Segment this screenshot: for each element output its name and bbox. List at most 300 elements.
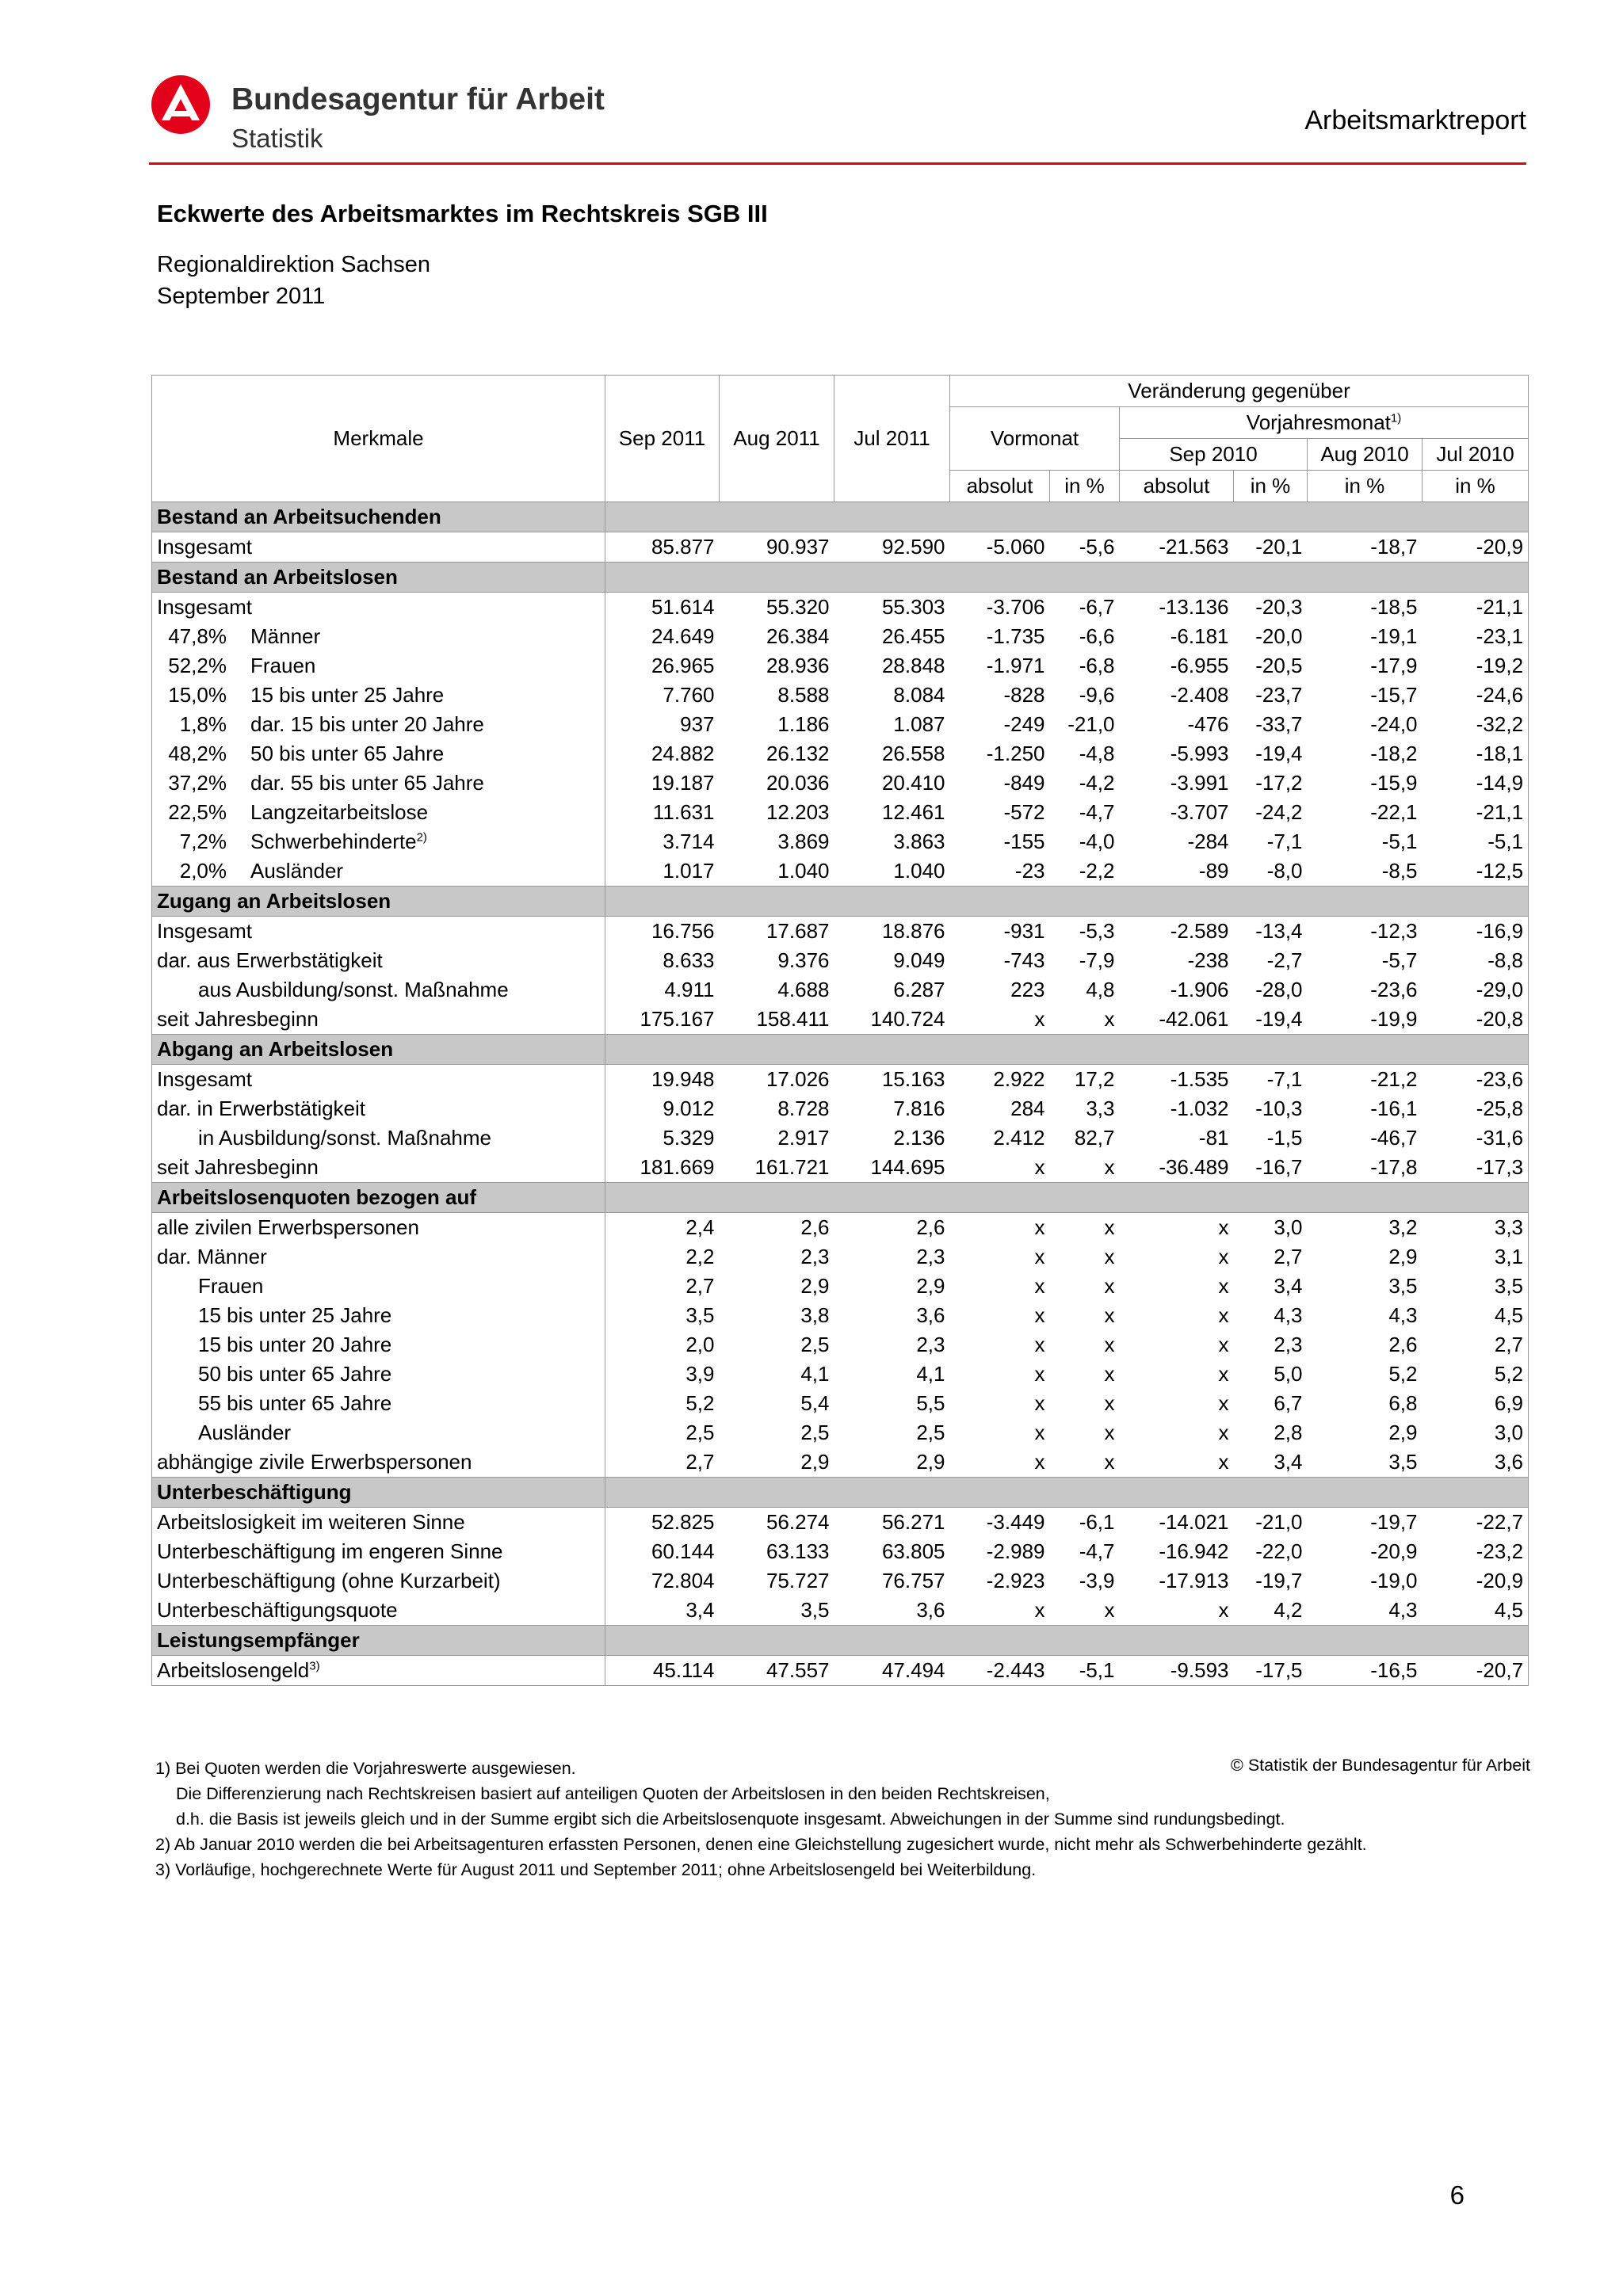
value-cell: 63.805	[881, 1539, 945, 1563]
value-cell: 2.922	[993, 1067, 1045, 1091]
row-label	[152, 532, 605, 563]
value-cell: 8.633	[663, 948, 715, 972]
row-label-text: dar. in Erwerbstätigkeit	[157, 1097, 366, 1120]
value-cell: -476	[1187, 712, 1229, 736]
value-cell: 3,8	[800, 1303, 830, 1327]
value-cell: x	[1034, 1245, 1045, 1268]
value-cell: 8.084	[893, 683, 945, 707]
footnote-1-continued: d.h. die Basis ist jeweils gleich und in der Summe ergibt sich die Arbeitslosenquote insgesamt. Abweichungen in der Summe sind rundungsbedingt.	[176, 1810, 1285, 1829]
value-cell: -25,8	[1423, 1094, 1529, 1123]
section-header	[152, 502, 1529, 532]
value-cell: 4.911	[664, 978, 715, 1001]
value-cell: 26.132	[766, 742, 830, 765]
table-row	[152, 856, 1529, 887]
value-cell: -2,2	[1079, 859, 1115, 883]
header-merkmale: Merkmale	[152, 376, 605, 502]
value-cell: -1.032	[1170, 1097, 1229, 1120]
section-header	[152, 1478, 1529, 1508]
header-sep2011: Sep 2011	[605, 376, 720, 502]
value-cell: 26.384	[766, 624, 830, 648]
header-absolut: absolut	[950, 471, 1050, 502]
row-label-text: Insgesamt	[157, 1067, 252, 1091]
value-cell: 76.757	[881, 1569, 945, 1592]
table-row	[152, 1094, 1529, 1123]
value-cell: 284	[1010, 1097, 1045, 1120]
section-fill	[605, 1183, 1529, 1213]
row-label	[152, 975, 605, 1005]
row-share: 7,2%	[179, 830, 227, 853]
value-cell: x	[1104, 1362, 1115, 1386]
value-cell: -19,1	[1370, 624, 1418, 648]
value-cell: -8,0	[1266, 859, 1303, 883]
value-cell: -31,6	[1423, 1123, 1529, 1153]
value-cell: -17,5	[1234, 1656, 1308, 1686]
table-row	[152, 1596, 1529, 1626]
row-label	[152, 1123, 605, 1153]
table-row	[152, 946, 1529, 975]
value-cell: x	[1218, 1245, 1229, 1268]
page-number: 6	[1449, 2180, 1465, 2210]
value-cell: x	[1104, 1274, 1115, 1298]
value-cell: -2.443	[950, 1656, 1050, 1686]
value-cell: -17,9	[1370, 654, 1418, 677]
row-label-text: seit Jahresbeginn	[157, 1155, 319, 1179]
table-row	[152, 769, 1529, 798]
value-cell: x	[1034, 1598, 1045, 1622]
value-cell: 8.588	[777, 683, 830, 707]
value-cell: -6.955	[1170, 654, 1229, 677]
document-type: Arbeitsmarktreport	[1304, 105, 1526, 135]
value-cell: 17.026	[766, 1067, 830, 1091]
value-cell: x	[1104, 1007, 1115, 1031]
value-cell: 72.804	[651, 1569, 715, 1592]
value-cell: 5,0	[1274, 1362, 1303, 1386]
row-label	[152, 622, 605, 651]
value-cell: x	[1218, 1215, 1229, 1239]
value-cell: x	[1034, 1215, 1045, 1239]
row-share: 47,8%	[168, 624, 227, 648]
footnote-marker: 2)	[416, 830, 427, 845]
value-cell: 4,8	[1086, 978, 1115, 1001]
value-cell: -21,1	[1423, 593, 1529, 623]
value-cell: x	[1034, 1155, 1045, 1179]
row-label-text: Insgesamt	[157, 535, 252, 559]
value-cell: -20,9	[1423, 1566, 1529, 1596]
value-cell: -7,1	[1266, 830, 1303, 853]
value-cell: 161.721	[754, 1155, 830, 1179]
value-cell: -931	[1003, 919, 1045, 943]
value-cell: -33,7	[1255, 712, 1303, 736]
value-cell: 45.114	[605, 1656, 720, 1686]
footnote-1: 1) Bei Quoten werden die Vorjahreswerte ausgewiesen.	[155, 1759, 576, 1778]
row-label-text: Schwerbehinderte	[250, 830, 417, 853]
value-cell: 20.410	[881, 771, 945, 795]
value-cell: x	[1034, 1007, 1045, 1031]
value-cell: -2.589	[1170, 919, 1229, 943]
value-cell: -18,5	[1370, 595, 1418, 619]
value-cell: 1.040	[777, 859, 830, 883]
value-cell: -21,1	[1423, 798, 1529, 827]
value-cell: -15,7	[1370, 683, 1418, 707]
value-cell: 12.203	[766, 800, 830, 824]
table-row	[152, 1389, 1529, 1418]
value-cell: -155	[1003, 830, 1045, 853]
value-cell: -23	[1014, 859, 1045, 883]
value-cell: -16,7	[1255, 1155, 1303, 1179]
table-row	[152, 1330, 1529, 1360]
row-label	[152, 1447, 605, 1478]
row-label	[152, 1537, 605, 1566]
table-row	[152, 917, 1529, 947]
section-fill	[605, 1035, 1529, 1065]
value-cell: 5,5	[916, 1391, 945, 1415]
row-label-text: dar. 15 bis unter 20 Jahre	[250, 712, 484, 736]
value-cell: -5,1	[1423, 827, 1529, 856]
row-label	[152, 710, 605, 739]
brand-name: Bundesagentur für Arbeit	[231, 82, 605, 116]
value-cell: 5.329	[663, 1126, 715, 1150]
period-label: September 2011	[157, 284, 326, 309]
value-cell: -4,0	[1079, 830, 1115, 853]
value-cell: 158.411	[756, 1007, 830, 1031]
value-cell: -23,6	[1370, 978, 1418, 1001]
value-cell: 19.948	[651, 1067, 715, 1091]
value-cell: -18,7	[1370, 535, 1418, 559]
table-row	[152, 1272, 1529, 1301]
value-cell: 17.687	[766, 919, 830, 943]
value-cell: 6,7	[1274, 1391, 1303, 1415]
row-label-text: Unterbeschäftigungsquote	[157, 1598, 398, 1622]
value-cell: -4,7	[1079, 1539, 1115, 1563]
value-cell: 175.167	[640, 1007, 715, 1031]
value-cell: 181.669	[640, 1155, 715, 1179]
value-cell: 2,6	[1388, 1333, 1418, 1356]
value-cell: -22,0	[1255, 1539, 1303, 1563]
value-cell: -249	[1003, 712, 1045, 736]
table-row	[152, 1566, 1529, 1596]
value-cell: x	[1104, 1215, 1115, 1239]
footnote-3: 3) Vorläufige, hochgerechnete Werte für August 2011 und September 2011; ohne Arbeitslosengeld bei Weiterbildung.	[155, 1860, 1037, 1879]
row-label-text: Arbeitslosengeld	[157, 1658, 310, 1682]
value-cell: 2,5	[800, 1333, 830, 1356]
value-cell: -24,2	[1255, 800, 1303, 824]
value-cell: -10,3	[1255, 1097, 1303, 1120]
value-cell: -8,8	[1423, 946, 1529, 975]
value-cell: -5,7	[1381, 948, 1418, 972]
value-cell: x	[1104, 1421, 1115, 1444]
value-cell: 2,0	[685, 1333, 715, 1356]
table-row	[152, 827, 1529, 856]
value-cell: -19,9	[1370, 1007, 1418, 1031]
value-cell: 55.303	[881, 595, 945, 619]
value-cell: 75.727	[766, 1569, 830, 1592]
value-cell: x	[1218, 1421, 1229, 1444]
value-cell: 4.688	[777, 978, 830, 1001]
value-cell: -6,7	[1079, 595, 1115, 619]
table-row	[152, 710, 1529, 739]
value-cell: x	[1218, 1391, 1229, 1415]
value-cell: -1,5	[1266, 1126, 1303, 1150]
value-cell: 4,5	[1423, 1596, 1529, 1626]
value-cell: -20,1	[1255, 535, 1303, 559]
value-cell: -81	[1198, 1126, 1229, 1150]
value-cell: -4,8	[1079, 742, 1115, 765]
value-cell: -19,7	[1255, 1569, 1303, 1592]
value-cell: -14,9	[1423, 769, 1529, 798]
value-cell: 6,9	[1423, 1389, 1529, 1418]
table-row	[152, 1537, 1529, 1566]
row-label	[152, 1389, 605, 1418]
ba-logo	[149, 74, 216, 135]
value-cell: -24,6	[1423, 681, 1529, 710]
value-cell: 26.455	[881, 624, 945, 648]
value-cell: 19.187	[651, 771, 715, 795]
value-cell: 3,4	[1274, 1274, 1303, 1298]
value-cell: 3,0	[1423, 1418, 1529, 1447]
row-label-text: Insgesamt	[157, 595, 252, 619]
value-cell: 4,5	[1423, 1301, 1529, 1330]
value-cell: x	[1104, 1303, 1115, 1327]
value-cell: 1.017	[663, 859, 715, 883]
value-cell: 92.590	[881, 535, 945, 559]
row-label-text: abhängige zivile Erwerbspersonen	[157, 1450, 472, 1474]
value-cell: 4,1	[916, 1362, 945, 1386]
value-cell: 55.320	[766, 595, 830, 619]
row-label-text: seit Jahresbeginn	[157, 1007, 319, 1031]
value-cell: 15.163	[881, 1067, 945, 1091]
row-label	[152, 1242, 605, 1272]
table-row	[152, 1153, 1529, 1183]
value-cell: -17,3	[1423, 1153, 1529, 1183]
value-cell: 90.937	[766, 535, 830, 559]
row-label-text: Arbeitslosigkeit im weiteren Sinne	[157, 1510, 465, 1534]
section-label: Unterbeschäftigung	[152, 1478, 605, 1508]
value-cell: 20.036	[766, 771, 830, 795]
header-aug2011: Aug 2011	[720, 376, 834, 502]
row-label	[152, 1656, 605, 1686]
header-vorjahresmonat: Vorjahresmonat$^{1)}$	[1120, 407, 1529, 439]
row-label-text: Unterbeschäftigung (ohne Kurzarbeit)	[157, 1569, 501, 1592]
value-cell: 52.825	[651, 1510, 715, 1534]
value-cell: 937	[680, 712, 715, 736]
value-cell: 2,9	[1388, 1421, 1418, 1444]
row-label-text: Ausländer	[250, 859, 344, 883]
value-cell: 6.287	[893, 978, 945, 1001]
table-row	[152, 622, 1529, 651]
value-cell: 82,7	[1074, 1126, 1115, 1150]
table-row	[152, 1656, 1529, 1686]
value-cell: 3,5	[685, 1303, 715, 1327]
value-cell: 3,4	[1274, 1450, 1303, 1474]
value-cell: -3.449	[986, 1510, 1045, 1534]
value-cell: -17,8	[1370, 1155, 1418, 1179]
value-cell: 3,6	[916, 1303, 945, 1327]
value-cell: 2,7	[685, 1274, 715, 1298]
value-cell: 2.136	[893, 1126, 945, 1150]
value-cell: -19,4	[1255, 1007, 1303, 1031]
value-cell: 2,7	[1274, 1245, 1303, 1268]
value-cell: 2,3	[1274, 1333, 1303, 1356]
row-label	[152, 1566, 605, 1596]
value-cell: -19,2	[1423, 651, 1529, 681]
value-cell: 3,3	[1423, 1213, 1529, 1243]
row-label-text: alle zivilen Erwerbspersonen	[157, 1215, 419, 1239]
section-header	[152, 1035, 1529, 1065]
value-cell: -2.989	[986, 1539, 1045, 1563]
value-cell: -14.021	[1159, 1510, 1229, 1534]
value-cell: -21,0	[1067, 712, 1115, 736]
value-cell: 2,2	[685, 1245, 715, 1268]
value-cell: x	[1104, 1598, 1115, 1622]
value-cell: -36.489	[1159, 1155, 1229, 1179]
value-cell: -17.913	[1159, 1569, 1229, 1592]
section-label: Zugang an Arbeitslosen	[152, 887, 605, 917]
row-label-text: in Ausbildung/sonst. Maßnahme	[198, 1126, 491, 1150]
value-cell: -20,9	[1370, 1539, 1418, 1563]
table-row	[152, 1360, 1529, 1389]
row-share: 48,2%	[168, 742, 227, 765]
row-label-text: Unterbeschäftigung im engeren Sinne	[157, 1539, 503, 1563]
value-cell: x	[1034, 1303, 1045, 1327]
header-in-pct: in %	[1234, 471, 1308, 502]
row-label-text: 15 bis unter 20 Jahre	[198, 1333, 392, 1356]
value-cell: 3,6	[1423, 1447, 1529, 1478]
value-cell: -3.991	[1170, 771, 1229, 795]
row-label	[152, 917, 605, 947]
value-cell: x	[1218, 1274, 1229, 1298]
value-cell: x	[1104, 1391, 1115, 1415]
brand-subtitle: Statistik	[231, 124, 323, 153]
row-share: 15,0%	[168, 683, 227, 707]
value-cell: -6,6	[1079, 624, 1115, 648]
value-cell: 2,7	[685, 1450, 715, 1474]
value-cell: -1.906	[1170, 978, 1229, 1001]
value-cell: 3.863	[893, 830, 945, 853]
value-cell: x	[1218, 1362, 1229, 1386]
row-share: 1,8%	[179, 712, 227, 736]
value-cell: -6.181	[1170, 624, 1229, 648]
value-cell: 11.631	[652, 800, 715, 824]
value-cell: 1.087	[893, 712, 945, 736]
value-cell: -4,7	[1079, 800, 1115, 824]
row-label-text: dar. 55 bis unter 65 Jahre	[250, 771, 484, 795]
value-cell: -2.923	[986, 1569, 1045, 1592]
value-cell: -2.408	[1170, 683, 1229, 707]
section-fill	[605, 887, 1529, 917]
value-cell: -19,4	[1255, 742, 1303, 765]
value-cell: 3,5	[800, 1598, 830, 1622]
section-fill	[605, 502, 1529, 532]
row-label-text: 55 bis unter 65 Jahre	[198, 1391, 392, 1415]
value-cell: -1.250	[986, 742, 1045, 765]
value-cell: 7.816	[893, 1097, 945, 1120]
value-cell: 3,0	[1274, 1215, 1303, 1239]
value-cell: -743	[1003, 948, 1045, 972]
row-label	[152, 651, 605, 681]
value-cell: -5,6	[1079, 535, 1115, 559]
value-cell: -16,1	[1370, 1097, 1418, 1120]
value-cell: -21,2	[1370, 1067, 1418, 1091]
value-cell: x	[1034, 1333, 1045, 1356]
value-cell: 60.144	[651, 1539, 715, 1563]
value-cell: -19,7	[1370, 1510, 1418, 1534]
value-cell: 5,2	[1423, 1360, 1529, 1389]
value-cell: 12.461	[881, 800, 945, 824]
row-label	[152, 769, 605, 798]
value-cell: -15,9	[1370, 771, 1418, 795]
value-cell: 28.848	[881, 654, 945, 677]
value-cell: -9,6	[1079, 683, 1115, 707]
table-row	[152, 1065, 1529, 1095]
value-cell: -16.942	[1159, 1539, 1229, 1563]
row-label	[152, 593, 605, 623]
row-label-text: dar. aus Erwerbstätigkeit	[157, 948, 383, 972]
value-cell: 2.917	[777, 1126, 830, 1150]
value-cell: -12,5	[1423, 856, 1529, 887]
value-cell: 3.869	[777, 830, 830, 853]
value-cell: 24.649	[651, 624, 715, 648]
value-cell: 85.877	[651, 535, 715, 559]
section-label: Bestand an Arbeitslosen	[152, 563, 605, 593]
value-cell: -1.735	[986, 624, 1045, 648]
value-cell: 140.724	[870, 1007, 945, 1031]
section-fill	[605, 1478, 1529, 1508]
value-cell: 47.557	[720, 1656, 834, 1686]
header-sep2010: Sep 2010	[1120, 439, 1308, 471]
value-cell: -22,7	[1423, 1508, 1529, 1538]
value-cell: 17,2	[1074, 1067, 1115, 1091]
value-cell: 2,9	[1388, 1245, 1418, 1268]
row-label	[152, 1418, 605, 1447]
value-cell: -16,9	[1423, 917, 1529, 947]
value-cell: x	[1034, 1391, 1045, 1415]
page-title: Eckwerte des Arbeitsmarktes im Rechtskreis SGB III	[157, 200, 768, 227]
header-absolut: absolut	[1120, 471, 1234, 502]
section-label: Leistungsempfänger	[152, 1626, 605, 1656]
value-cell: 9.049	[893, 948, 945, 972]
table-row	[152, 1447, 1529, 1478]
value-cell: 2,7	[1423, 1330, 1529, 1360]
value-cell: x	[1218, 1598, 1229, 1622]
value-cell: 1.186	[777, 712, 830, 736]
value-cell: 2,5	[800, 1421, 830, 1444]
value-cell: -238	[1187, 948, 1229, 972]
value-cell: -3.706	[986, 595, 1045, 619]
value-cell: -6,8	[1079, 654, 1115, 677]
row-label	[152, 1596, 605, 1626]
row-label	[152, 1360, 605, 1389]
value-cell: 2,5	[685, 1421, 715, 1444]
value-cell: -849	[1003, 771, 1045, 795]
section-label: Abgang an Arbeitslosen	[152, 1035, 605, 1065]
value-cell: -89	[1198, 859, 1229, 883]
value-cell: 2,3	[916, 1245, 945, 1268]
header-divider	[149, 162, 1526, 165]
value-cell: 5,2	[1388, 1362, 1418, 1386]
table-row	[152, 798, 1529, 827]
table-row	[152, 1213, 1529, 1243]
row-label	[152, 1508, 605, 1538]
labour-market-table	[151, 375, 1529, 1686]
value-cell: 3,9	[685, 1362, 715, 1386]
row-label	[152, 739, 605, 769]
value-cell: -284	[1187, 830, 1229, 853]
row-label	[152, 1272, 605, 1301]
section-fill	[605, 563, 1529, 593]
value-cell: 3,5	[1388, 1274, 1418, 1298]
value-cell: -5,3	[1079, 919, 1115, 943]
row-label-text: 15 bis unter 25 Jahre	[250, 683, 445, 707]
